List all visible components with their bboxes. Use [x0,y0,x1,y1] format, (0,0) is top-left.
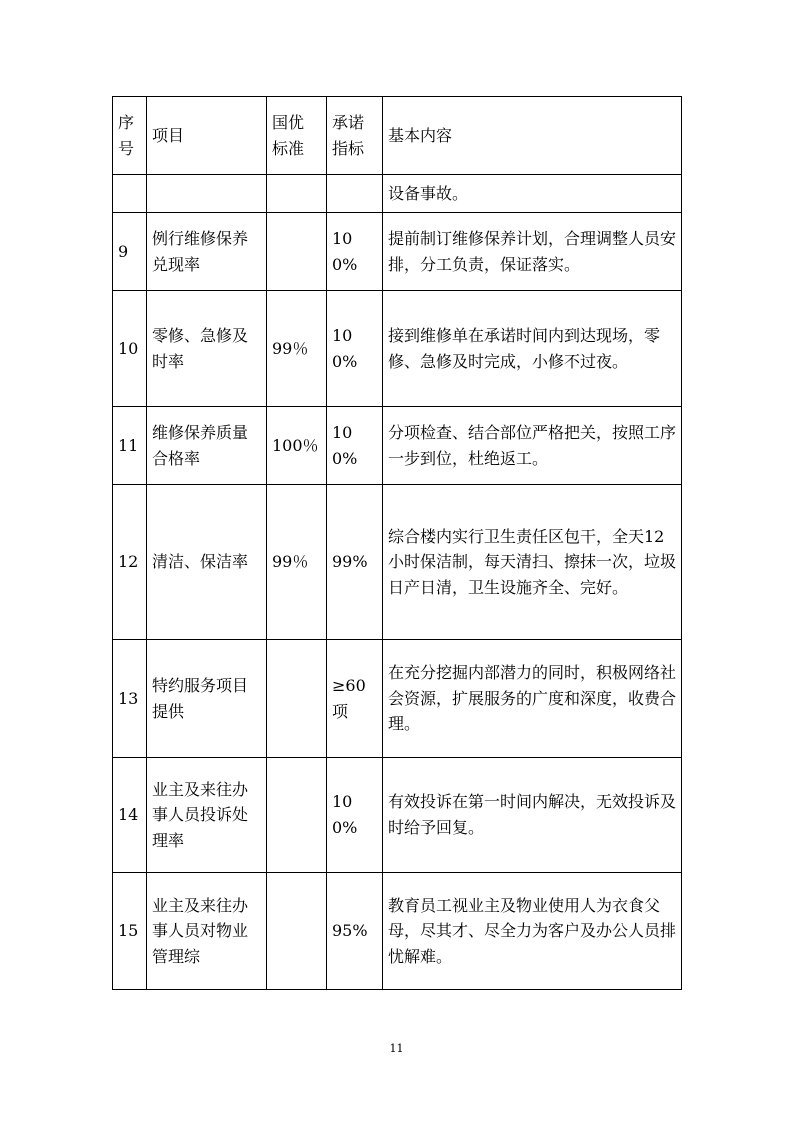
row-national-standard: 99％ [267,291,327,407]
row-item: 清洁、保洁率 [147,485,267,640]
service-standards-table [112,96,682,990]
header-item: 项目 [147,97,267,175]
row-national-standard [267,640,327,758]
row-no: 10 [113,291,147,407]
table-row [113,407,682,485]
row-no: 14 [113,758,147,873]
row-commitment: ≥60项 [327,640,383,758]
table-row [113,213,682,291]
row-no: 12 [113,485,147,640]
table-row [113,175,682,213]
row-commitment: 95% [327,873,383,990]
row-commitment: 99% [327,485,383,640]
row-content: 分项检查、结合部位严格把关，按照工序一步到位，杜绝返工。 [383,407,682,485]
row-national-standard [267,175,327,213]
row-no: 11 [113,407,147,485]
row-content: 有效投诉在第一时间内解决，无效投诉及时给予回复。 [383,758,682,873]
row-commitment: 100% [327,407,383,485]
row-national-standard [267,213,327,291]
table-header-row [113,97,682,175]
row-commitment [327,175,383,213]
row-content: 接到维修单在承诺时间内到达现场，零修、急修及时完成，小修不过夜。 [383,291,682,407]
header-commitment: 承诺 指标 [327,97,383,175]
row-national-standard: 100％ [267,407,327,485]
row-content: 在充分挖掘内部潜力的同时，积极网络社会资源，扩展服务的广度和深度，收费合理。 [383,640,682,758]
row-no: 9 [113,213,147,291]
row-item: 业主及来往办事人员投诉处理率 [147,758,267,873]
row-item: 维修保养质量合格率 [147,407,267,485]
row-commitment: 100% [327,213,383,291]
row-content: 综合楼内实行卫生责任区包干，全天12小时保洁制，每天清扫、擦抹一次，垃圾日产日清，卫生设施齐全、完好。 [383,485,682,640]
row-item: 特约服务项目提供 [147,640,267,758]
header-content: 基本内容 [383,97,682,175]
row-item: 业主及来往办事人员对物业管理综 [147,873,267,990]
table-row [113,640,682,758]
table-row [113,873,682,990]
table-row [113,485,682,640]
table-row [113,291,682,407]
row-item [147,175,267,213]
row-item: 例行维修保养兑现率 [147,213,267,291]
row-content: 教育员工视业主及物业使用人为衣食父母，尽其才、尽全力为客户及办公人员排忧解难。 [383,873,682,990]
page-number: 11 [389,1042,404,1055]
header-no: 序 号 [113,97,147,175]
row-item: 零修、急修及时率 [147,291,267,407]
row-no [113,175,147,213]
row-national-standard: 99％ [267,485,327,640]
row-commitment: 100% [327,291,383,407]
row-content: 设备事故。 [383,175,682,213]
header-national-standard: 国优 标准 [267,97,327,175]
row-national-standard [267,758,327,873]
row-content: 提前制订维修保养计划，合理调整人员安排，分工负责，保证落实。 [383,213,682,291]
row-no: 13 [113,640,147,758]
row-national-standard [267,873,327,990]
table-row [113,758,682,873]
row-no: 15 [113,873,147,990]
row-commitment: 100% [327,758,383,873]
